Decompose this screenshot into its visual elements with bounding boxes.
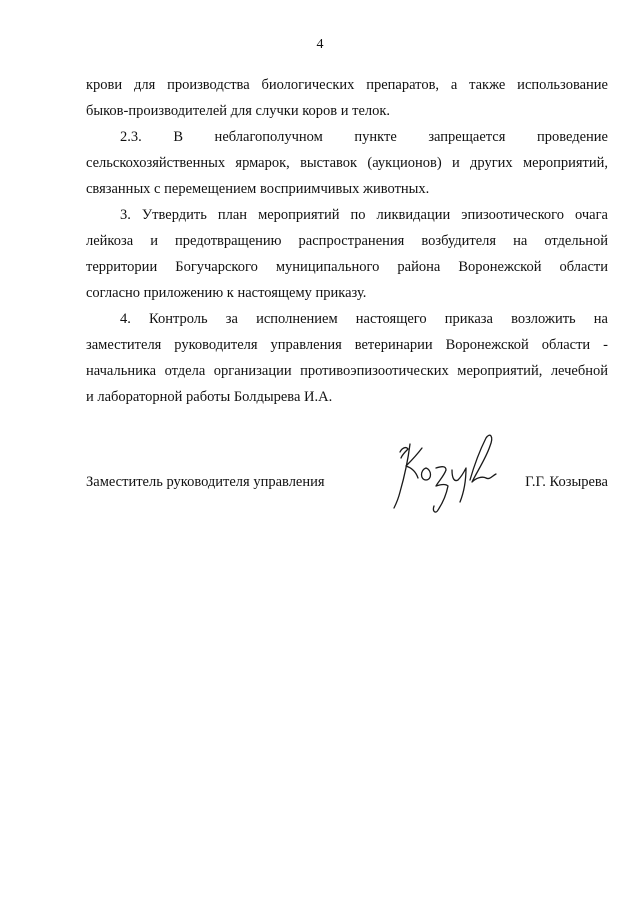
text-line: быков-производителей для случки коров и телок.: [86, 103, 391, 119]
paragraph-4: [86, 306, 608, 410]
text-line: территории Богучарского муниципального района Воронежской области: [86, 259, 608, 275]
text-line: 3. Утвердить план мероприятий по ликвидации эпизоотического очага: [120, 207, 608, 223]
text-line: начальника отдела организации противоэпизоотических мероприятий, лечебной: [86, 363, 608, 379]
handwritten-signature: [386, 430, 516, 520]
text-line: 2.3. В неблагополучном пункте запрещается проведение: [120, 129, 608, 145]
text-line: лейкоза и предотвращению распространения возбудителя на отдельной: [86, 233, 608, 249]
signature-block: [86, 470, 608, 530]
text-line: заместителя руководителя управления ветеринарии Воронежской области -: [86, 337, 608, 353]
text-line: согласно приложению к настоящему приказу.: [86, 285, 367, 301]
paragraph-2-3: [86, 124, 608, 202]
signatory-position: Заместитель руководителя управления: [86, 474, 325, 490]
text-line: и лабораторной работы Болдырева И.А.: [86, 389, 333, 405]
signatory-name: Г.Г. Козырева: [525, 474, 608, 490]
paragraph-3: [86, 202, 608, 306]
text-line: связанных с перемещением восприимчивых животных.: [86, 181, 430, 197]
text-line: крови для производства биологических препаратов, а также использование: [86, 77, 608, 93]
page-number: 4: [316, 37, 324, 52]
paragraph-continuation: [86, 72, 608, 124]
text-line: сельскохозяйственных ярмарок, выставок (аукционов) и других мероприятий,: [86, 155, 608, 171]
text-line: 4. Контроль за исполнением настоящего приказа возложить на: [120, 311, 608, 327]
document-body: [86, 72, 608, 410]
